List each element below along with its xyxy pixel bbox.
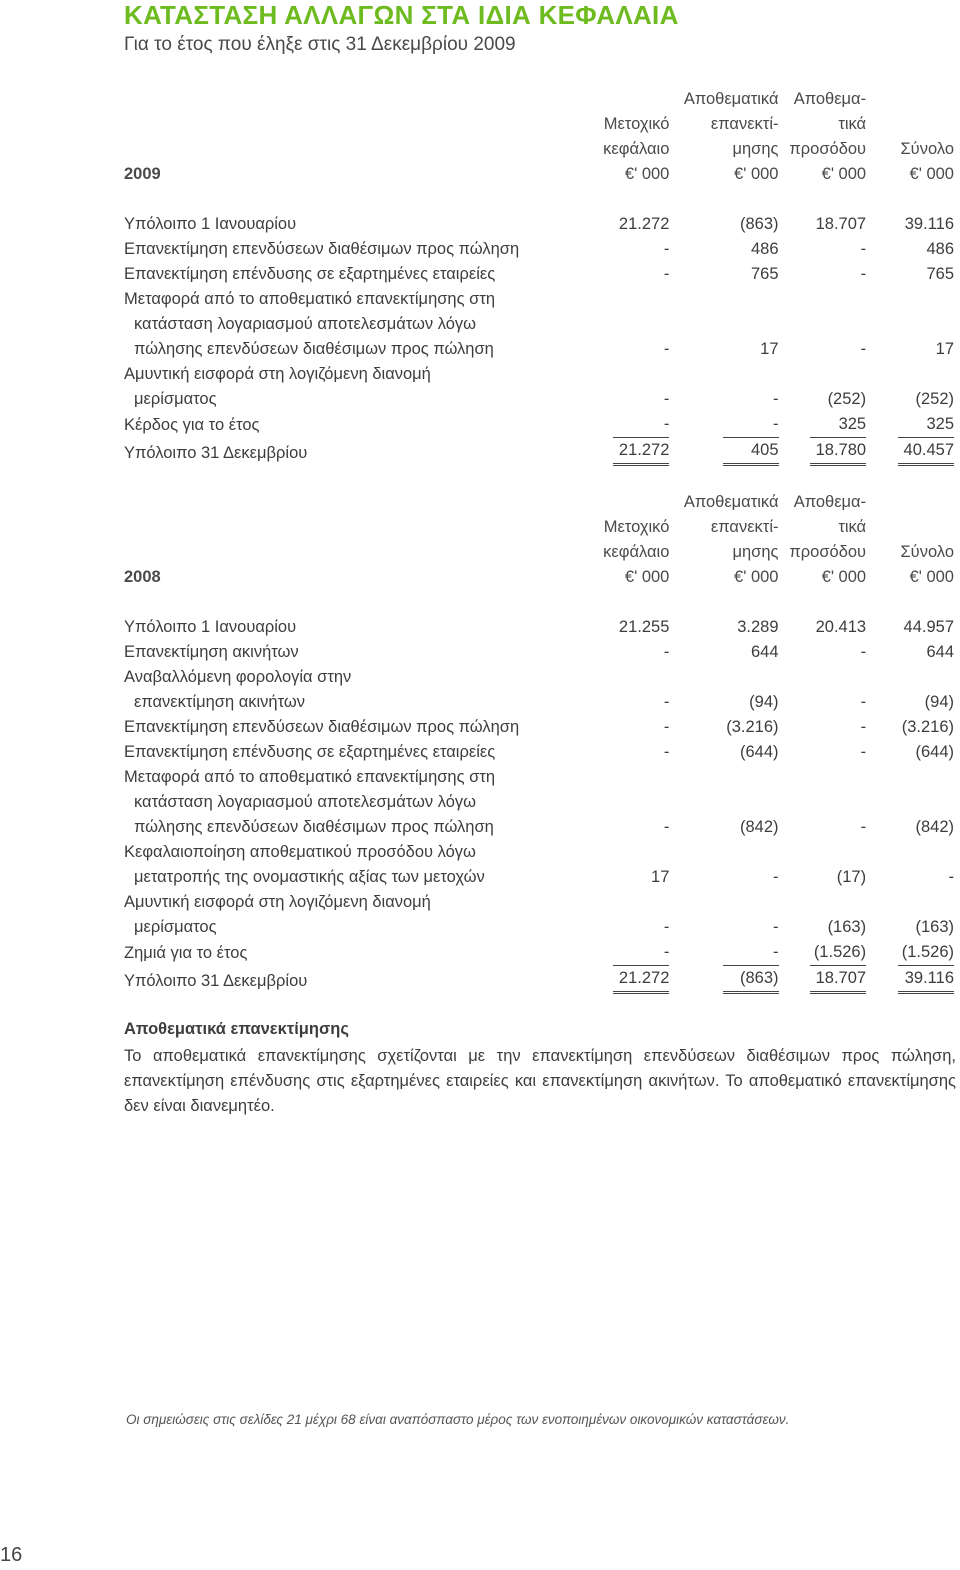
- value: 486: [750, 240, 779, 258]
- value-cell: [603, 665, 669, 690]
- value-cell: [779, 690, 867, 715]
- value: (3.216): [726, 718, 779, 736]
- value-cell: [866, 690, 954, 715]
- table-row: [124, 740, 954, 765]
- row-label: Επανεκτίμηση επενδύσεων διαθέσιμων προς πώληση: [124, 240, 520, 258]
- table-row: [124, 665, 954, 690]
- header-label-cell: [124, 515, 603, 540]
- value: 44.957: [903, 618, 954, 636]
- column-header-revaluation: επανεκτί-: [710, 115, 779, 133]
- value-cell: [779, 337, 867, 362]
- column-header-total: [866, 515, 954, 540]
- table-row: [124, 212, 954, 237]
- value-cell: [669, 237, 778, 262]
- value-cell: [779, 765, 867, 790]
- value-cell: [603, 966, 669, 994]
- value-cell: [866, 665, 954, 690]
- value-cell: [603, 765, 669, 790]
- note-paragraph: Το αποθεματικά επανεκτίμησης σχετίζονται με την επανεκτίμηση επενδύσεων διαθέσιμων προς πώληση, επανεκτίμηση επένδυσης στις εξαρτημένες εταιρείες και επανεκτίμηση ακινήτων. Το αποθεματικό επανεκτίμησης δεν είναι διανεμητέο.: [124, 1047, 956, 1115]
- value: 17: [760, 340, 779, 358]
- value: -: [860, 643, 867, 661]
- value: 40.457: [898, 438, 954, 466]
- value-cell: [603, 337, 669, 362]
- value-cell: [669, 765, 778, 790]
- table-row: [124, 387, 954, 412]
- value: -: [663, 340, 670, 358]
- value: -: [860, 340, 867, 358]
- value: -: [773, 390, 779, 408]
- value: (1.526): [898, 940, 954, 966]
- row-label: Υπόλοιπο 1 Ιανουαρίου: [124, 618, 297, 636]
- column-header-share-capital: [603, 490, 669, 515]
- column-header-revenue: τικά: [838, 518, 867, 536]
- row-label: Επανεκτίμηση ακινήτων: [124, 643, 299, 661]
- value: -: [773, 918, 779, 936]
- value-cell: [866, 615, 954, 640]
- row-label: Κέρδος για το έτος: [124, 416, 260, 434]
- value-cell: [603, 815, 669, 840]
- value-cell: [669, 337, 778, 362]
- table-row: [124, 815, 954, 840]
- value-cell: [669, 665, 778, 690]
- value: 21.272: [613, 966, 669, 994]
- row-label: μετατροπής της ονομαστικής αξίας των μετοχών: [134, 868, 485, 886]
- value-cell: [779, 237, 867, 262]
- footnote: Οι σημειώσεις στις σελίδες 21 μέχρι 68 είναι αναπόσπαστο μέρος των ενοποιημένων οικονομικών καταστάσεων.: [126, 1412, 790, 1427]
- value-cell: [603, 790, 669, 815]
- value: -: [948, 868, 954, 886]
- header-label-cell: [124, 490, 603, 515]
- value: 325: [810, 412, 866, 438]
- value: -: [663, 693, 670, 711]
- value-cell: [603, 640, 669, 665]
- page-title: ΚΑΤΑΣΤΑΣΗ ΑΛΛΑΓΩΝ ΣΤΑ ΙΔΙΑ ΚΕΦΑΛΑΙΑ: [124, 0, 679, 30]
- value: -: [613, 940, 669, 966]
- value-cell: [779, 262, 867, 287]
- value: 20.413: [815, 618, 867, 636]
- unit-label: €' 000: [624, 165, 670, 183]
- value: -: [860, 265, 867, 283]
- value: -: [773, 868, 779, 886]
- value: -: [663, 240, 670, 258]
- value: -: [663, 390, 670, 408]
- column-header-total: Σύνολο: [900, 543, 954, 561]
- value-cell: [669, 387, 778, 412]
- value: 325: [898, 412, 954, 438]
- row-label: πώλησης επενδύσεων διαθέσιμων προς πώληση: [134, 340, 494, 358]
- value-cell: [779, 940, 867, 966]
- row-label: Αναβαλλόμενη φορολογία στην: [124, 668, 352, 686]
- value-cell: [779, 615, 867, 640]
- value-cell: [779, 412, 867, 438]
- value-cell: [866, 337, 954, 362]
- value: (644): [915, 743, 954, 761]
- value-cell: [779, 865, 867, 890]
- value: 21.272: [618, 215, 670, 233]
- value: (863): [723, 966, 779, 994]
- value: 18.780: [810, 438, 866, 466]
- table-row: [124, 287, 954, 312]
- value: (94): [749, 693, 779, 711]
- table-row: [124, 690, 954, 715]
- row-label: πώλησης επενδύσεων διαθέσιμων προς πώληση: [134, 818, 494, 836]
- table-row: [124, 890, 954, 915]
- value-cell: [866, 387, 954, 412]
- table-row: [124, 940, 954, 966]
- value-cell: [603, 690, 669, 715]
- header-row: [124, 87, 954, 112]
- value-cell: [779, 287, 867, 312]
- value-cell: [669, 287, 778, 312]
- value: -: [663, 718, 670, 736]
- row-label: Ζημιά για το έτος: [124, 944, 248, 962]
- table-row: [124, 640, 954, 665]
- header-row: [124, 540, 954, 565]
- value: 17: [651, 868, 670, 886]
- row-label: μερίσματος: [134, 390, 217, 408]
- unit-label: €' 000: [821, 568, 867, 586]
- column-header-total: [866, 87, 954, 112]
- value-cell: [779, 966, 867, 994]
- spacer-cell: [124, 590, 954, 615]
- value-cell: [866, 790, 954, 815]
- value-cell: [603, 237, 669, 262]
- value-cell: [603, 865, 669, 890]
- value-cell: [866, 287, 954, 312]
- value: (3.216): [901, 718, 954, 736]
- table-row: [124, 362, 954, 387]
- header-label-cell: [124, 87, 603, 112]
- value: -: [663, 265, 670, 283]
- unit-label: €' 000: [909, 165, 954, 183]
- header-row: [124, 515, 954, 540]
- table-row: [124, 790, 954, 815]
- value: (163): [915, 918, 954, 936]
- value-cell: [779, 438, 867, 466]
- value: -: [860, 718, 867, 736]
- value-cell: [669, 966, 778, 994]
- header-label-cell: [124, 540, 603, 565]
- value: 21.255: [618, 618, 670, 636]
- header-row: [124, 112, 954, 137]
- header-row: [124, 490, 954, 515]
- value: -: [723, 412, 779, 438]
- column-header-share-capital: κεφάλαιο: [603, 543, 670, 561]
- value: (863): [739, 215, 779, 233]
- equity-table-2009: [124, 87, 954, 466]
- value-cell: [779, 890, 867, 915]
- value: -: [613, 412, 669, 438]
- page-subtitle: Για το έτος που έληξε στις 31 Δεκεμβρίου 2009: [124, 34, 516, 55]
- value: 39.116: [904, 215, 954, 233]
- value-cell: [779, 740, 867, 765]
- value-cell: [669, 865, 778, 890]
- value-cell: [866, 362, 954, 387]
- value-cell: [603, 715, 669, 740]
- value-cell: [669, 840, 778, 865]
- row-label: κατάσταση λογαριασμού αποτελεσμάτων λόγω: [134, 315, 477, 333]
- column-header-revenue: προσόδου: [789, 140, 867, 158]
- column-header-revenue: τικά: [838, 115, 867, 133]
- equity-table-2008: [124, 490, 954, 994]
- value: 644: [750, 643, 779, 661]
- value-cell: [779, 715, 867, 740]
- value: 486: [926, 240, 954, 258]
- value-cell: [669, 890, 778, 915]
- column-header-revaluation: μησης: [732, 543, 779, 561]
- row-label: Μεταφορά από το αποθεματικό επανεκτίμησης στη: [124, 768, 496, 786]
- row-label: Αμυντική εισφορά στη λογιζόμενη διανομή: [124, 365, 431, 383]
- column-header-share-capital: κεφάλαιο: [603, 140, 670, 158]
- value-cell: [779, 840, 867, 865]
- value-cell: [603, 915, 669, 940]
- table-row: [124, 966, 954, 994]
- value: 21.272: [613, 438, 669, 466]
- value-cell: [603, 362, 669, 387]
- table-row: [124, 615, 954, 640]
- value: 644: [926, 643, 954, 661]
- value-cell: [603, 312, 669, 337]
- value: -: [723, 940, 779, 966]
- value-cell: [669, 212, 778, 237]
- unit-row: [124, 162, 954, 187]
- row-label: επανεκτίμηση ακινήτων: [134, 693, 306, 711]
- value-cell: [866, 765, 954, 790]
- value: 765: [750, 265, 779, 283]
- unit-label: €' 000: [624, 568, 670, 586]
- unit-label: €' 000: [909, 568, 954, 586]
- table-row: [124, 840, 954, 865]
- value: (644): [739, 743, 779, 761]
- note-title: Αποθεματικά επανεκτίμησης: [124, 1020, 349, 1038]
- header-row: [124, 137, 954, 162]
- value: (1.526): [810, 940, 866, 966]
- value: (842): [739, 818, 779, 836]
- value-cell: [866, 262, 954, 287]
- row-label: μερίσματος: [134, 918, 217, 936]
- value-cell: [669, 690, 778, 715]
- table-row: [124, 765, 954, 790]
- row-label: Κεφαλαιοποίηση αποθεματικού προσόδου λόγω: [124, 843, 476, 861]
- value: 405: [723, 438, 779, 466]
- column-header-revaluation: επανεκτί-: [710, 518, 779, 536]
- value-cell: [603, 412, 669, 438]
- value-cell: [603, 387, 669, 412]
- value-cell: [866, 237, 954, 262]
- value-cell: [669, 915, 778, 940]
- value-cell: [866, 940, 954, 966]
- value-cell: [866, 640, 954, 665]
- column-header-revenue: Αποθεμα-: [793, 90, 867, 108]
- value: (94): [924, 693, 954, 711]
- table-row: [124, 915, 954, 940]
- year-label: 2009: [124, 165, 161, 183]
- value-cell: [603, 212, 669, 237]
- value: (252): [915, 390, 954, 408]
- table-row: [124, 337, 954, 362]
- value: -: [860, 240, 867, 258]
- value-cell: [669, 262, 778, 287]
- value-cell: [779, 387, 867, 412]
- value: -: [860, 743, 867, 761]
- value: (163): [827, 918, 867, 936]
- value: 18.707: [810, 966, 866, 994]
- value: 3.289: [737, 618, 779, 636]
- header-label-cell: [124, 137, 603, 162]
- spacer-row: [124, 187, 954, 212]
- value: -: [663, 743, 670, 761]
- column-header-total: [866, 490, 954, 515]
- unit-label: €' 000: [821, 165, 867, 183]
- year-label: 2008: [124, 568, 161, 586]
- column-header-total: [866, 112, 954, 137]
- value-cell: [866, 890, 954, 915]
- value: -: [663, 818, 670, 836]
- value: 18.707: [815, 215, 867, 233]
- value: -: [663, 643, 670, 661]
- column-header-revenue: προσόδου: [789, 543, 867, 561]
- value-cell: [866, 740, 954, 765]
- value: 765: [926, 265, 954, 283]
- table-row: [124, 865, 954, 890]
- value: (252): [827, 390, 867, 408]
- row-label: Επανεκτίμηση επενδύσεων διαθέσιμων προς πώληση: [124, 718, 520, 736]
- value: (842): [915, 818, 954, 836]
- value-cell: [603, 740, 669, 765]
- value-cell: [669, 412, 778, 438]
- value-cell: [669, 715, 778, 740]
- page-number: 16: [0, 1544, 23, 1566]
- row-label: Υπόλοιπο 31 Δεκεμβρίου: [124, 444, 308, 462]
- header-label-cell: [124, 112, 603, 137]
- value-cell: [866, 312, 954, 337]
- column-header-share-capital: Μετοχικό: [603, 115, 670, 133]
- value: -: [860, 818, 867, 836]
- unit-label: €' 000: [734, 568, 779, 586]
- value-cell: [866, 412, 954, 438]
- value-cell: [779, 915, 867, 940]
- value-cell: [603, 287, 669, 312]
- table-row: [124, 262, 954, 287]
- table-row: [124, 438, 954, 466]
- value-cell: [669, 815, 778, 840]
- value-cell: [866, 815, 954, 840]
- value-cell: [603, 840, 669, 865]
- spacer-cell: [124, 187, 954, 212]
- value-cell: [779, 640, 867, 665]
- spacer-row: [124, 590, 954, 615]
- value-cell: [603, 262, 669, 287]
- value-cell: [669, 640, 778, 665]
- value-cell: [866, 212, 954, 237]
- value-cell: [866, 840, 954, 865]
- row-label: Υπόλοιπο 1 Ιανουαρίου: [124, 215, 297, 233]
- value-cell: [669, 615, 778, 640]
- row-label: Μεταφορά από το αποθεματικό επανεκτίμησης στη: [124, 290, 496, 308]
- row-label: Επανεκτίμηση επένδυσης σε εξαρτημένες εταιρείες: [124, 743, 496, 761]
- value: 17: [935, 340, 954, 358]
- column-header-revaluation: μησης: [732, 140, 779, 158]
- column-header-revaluation: Αποθεματικά: [683, 493, 779, 511]
- value-cell: [669, 940, 778, 966]
- column-header-revaluation: Αποθεματικά: [683, 90, 779, 108]
- value-cell: [779, 815, 867, 840]
- value: 39.116: [898, 966, 954, 994]
- value-cell: [669, 740, 778, 765]
- value-cell: [866, 438, 954, 466]
- column-header-total: Σύνολο: [900, 140, 954, 158]
- value-cell: [779, 312, 867, 337]
- unit-row: [124, 565, 954, 590]
- value-cell: [603, 890, 669, 915]
- value: -: [663, 918, 670, 936]
- value-cell: [866, 915, 954, 940]
- value-cell: [603, 438, 669, 466]
- value-cell: [866, 966, 954, 994]
- value-cell: [779, 212, 867, 237]
- column-header-share-capital: [603, 87, 669, 112]
- table-row: [124, 237, 954, 262]
- column-header-share-capital: Μετοχικό: [603, 518, 670, 536]
- value-cell: [779, 790, 867, 815]
- value-cell: [779, 665, 867, 690]
- row-label: Επανεκτίμηση επένδυσης σε εξαρτημένες εταιρείες: [124, 265, 496, 283]
- value: -: [860, 693, 867, 711]
- table-row: [124, 715, 954, 740]
- value-cell: [603, 940, 669, 966]
- value-cell: [669, 790, 778, 815]
- row-label: Αμυντική εισφορά στη λογιζόμενη διανομή: [124, 893, 431, 911]
- table-row: [124, 412, 954, 438]
- value-cell: [603, 615, 669, 640]
- value-cell: [669, 312, 778, 337]
- value-cell: [669, 362, 778, 387]
- unit-label: €' 000: [734, 165, 779, 183]
- value-cell: [866, 865, 954, 890]
- row-label: κατάσταση λογαριασμού αποτελεσμάτων λόγω: [134, 793, 477, 811]
- table-row: [124, 312, 954, 337]
- value: (17): [836, 868, 867, 886]
- value-cell: [866, 715, 954, 740]
- column-header-revenue: Αποθεμα-: [793, 493, 867, 511]
- value-cell: [779, 362, 867, 387]
- value-cell: [669, 438, 778, 466]
- row-label: Υπόλοιπο 31 Δεκεμβρίου: [124, 972, 308, 990]
